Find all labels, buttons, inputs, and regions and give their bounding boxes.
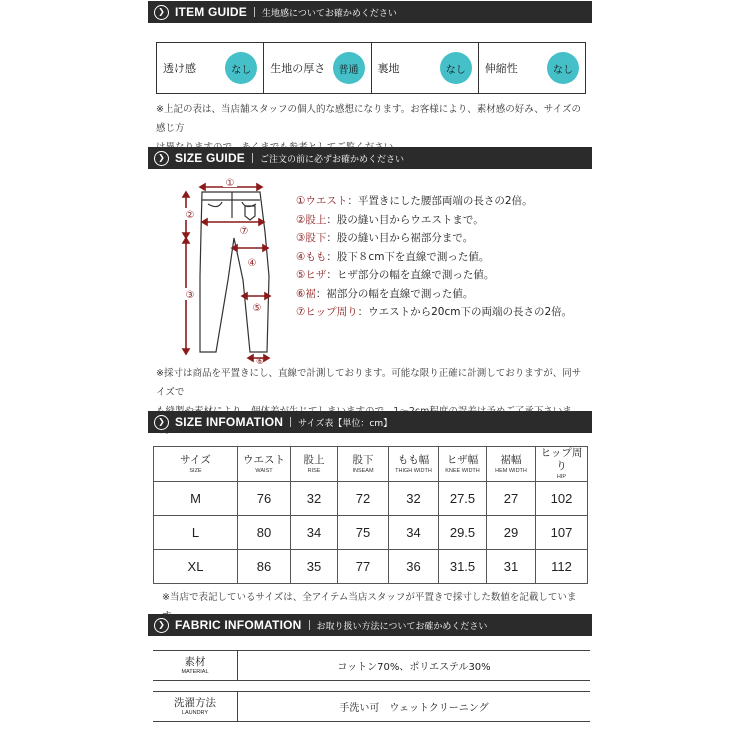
guide-badge: なし [440, 52, 472, 84]
mark-hip: ⑦ [239, 226, 249, 237]
divider [290, 417, 291, 427]
guide-item-inseam [296, 229, 572, 248]
item-desc: ：平置きにした腰部両端の長さの2倍。 [347, 195, 533, 207]
section-subtitle: お取り扱い方法についてお確かめください [316, 621, 488, 632]
item-number: ③ [296, 232, 306, 244]
pants-diagram [170, 176, 280, 364]
fabric-value: 手洗い可 ウェットクリーニング [339, 703, 489, 714]
guide-badge: なし [225, 52, 257, 84]
section-subtitle: サイズ表【単位：cm】 [298, 418, 393, 429]
guide-item-hip [296, 303, 572, 322]
guide-label: 透け感 [163, 62, 196, 75]
size-info-header [148, 411, 592, 433]
guide-label: 裏地 [377, 62, 400, 75]
table-cell: M [154, 482, 238, 516]
size-guide-header [148, 147, 592, 169]
table-row [154, 516, 588, 550]
section-title: SIZE INFOMATION [175, 415, 284, 429]
mark-thigh: ④ [247, 258, 257, 269]
table-cell: 34 [389, 516, 439, 550]
table-cell: 35 [291, 550, 338, 584]
item-number: ⑦ [296, 306, 306, 318]
item-number: ② [296, 213, 306, 226]
item-guide-header [148, 1, 592, 23]
table-header-row [154, 447, 588, 482]
table-cell: 34 [291, 516, 338, 550]
item-number: ⑤ [296, 269, 306, 281]
table-cell: 31 [487, 550, 536, 584]
table-cell: 27.5 [439, 482, 487, 516]
divider [252, 153, 253, 163]
guide-cell-transparency [157, 43, 264, 93]
item-number: ⑥ [296, 287, 306, 300]
note-line: ※当店で表記しているサイズは、全アイテム当店スタッフが平置きで採寸した数値を記載していま [162, 592, 577, 603]
table-cell: 72 [338, 482, 389, 516]
note-line: ※採寸は商品を平置きにし、直線で計測しております。可能な限り正確に計測しておりますが、同サイズで [156, 368, 582, 398]
table-cell: 29 [487, 516, 536, 550]
table-cell: 76 [238, 482, 291, 516]
mark-rise: ② [185, 210, 195, 221]
table-cell: XL [154, 550, 238, 584]
item-number: ① [296, 195, 306, 207]
fabric-row-material [153, 650, 590, 681]
fabric-row-laundry [153, 691, 590, 722]
guide-badge: なし [547, 52, 579, 84]
item-guide-table [156, 42, 586, 94]
fabric-key-en: LAUNDRY [181, 709, 209, 716]
item-key: もも [305, 250, 327, 263]
item-desc: ：股の縫い目から裾部分まで。 [326, 232, 474, 244]
fabric-info-header [148, 614, 592, 636]
table-cell: 112 [536, 550, 588, 584]
item-key: ヒップ周り [305, 306, 358, 318]
fabric-value: コットン70%、ポリエステル30% [337, 662, 491, 673]
section-title: SIZE GUIDE [175, 151, 246, 165]
guide-cell-thickness [264, 43, 371, 93]
pants-outline [200, 192, 269, 352]
chevron-right-icon: ❯ [154, 415, 169, 430]
fabric-key-en: MATERIAL [181, 668, 209, 675]
col-header-knee: ヒザ幅 KNEE WIDTH [439, 447, 487, 482]
col-header-hem: 裾幅 HEM WIDTH [487, 447, 536, 482]
table-cell: 29.5 [439, 516, 487, 550]
item-key: 裾 [305, 287, 316, 300]
table-cell: 77 [338, 550, 389, 584]
item-key: 股上 [305, 213, 327, 226]
table-cell: 31.5 [439, 550, 487, 584]
table-cell: 32 [291, 482, 338, 516]
guide-badge: 普通 [333, 52, 365, 84]
col-header-hip: ヒップ周り HIP [536, 447, 588, 482]
mark-inseam: ③ [185, 290, 195, 301]
fabric-key [153, 651, 238, 680]
section-title: FABRIC INFOMATION [175, 618, 302, 632]
fabric-key-jp: 素材 [184, 655, 206, 668]
section-title: ITEM GUIDE [175, 5, 248, 19]
table-cell: 107 [536, 516, 588, 550]
guide-label: 伸縮性 [484, 62, 518, 75]
guide-item-waist [296, 192, 572, 211]
col-header-thigh: もも幅 THIGH WIDTH [389, 447, 439, 482]
guide-label: 生地の厚さ [270, 62, 326, 75]
item-desc: ：ウエストから20cm下の両端の長さの2倍。 [357, 306, 573, 318]
guide-item-thigh [296, 248, 572, 267]
mark-knee: ⑤ [252, 303, 262, 314]
guide-item-rise [296, 211, 572, 230]
table-row [154, 550, 588, 584]
mark-hem: ⑥ [255, 357, 265, 364]
item-desc: ：股の縫い目からウエストまで。 [326, 213, 484, 226]
col-header-waist: ウエスト WAIST [238, 447, 291, 482]
table-cell: L [154, 516, 238, 550]
table-cell: 36 [389, 550, 439, 584]
table-cell: 80 [238, 516, 291, 550]
item-key: ヒザ [305, 269, 327, 281]
guide-cell-stretch [479, 43, 585, 93]
fabric-key [153, 692, 238, 721]
fabric-key-jp: 洗濯方法 [174, 696, 216, 709]
divider [254, 7, 255, 17]
guide-cell-lining [372, 43, 479, 93]
col-header-inseam: 股下 INSEAM [338, 447, 389, 482]
col-header-rise: 股上 RISE [291, 447, 338, 482]
mark-waist: ① [225, 178, 235, 189]
chevron-right-icon: ❯ [154, 5, 169, 20]
table-cell: 102 [536, 482, 588, 516]
item-number: ④ [296, 250, 306, 263]
note-line: ※上記の表は、当店舗スタッフの個人的な感想になります。お客様により、素材感の好み、サイズの感じ方 [156, 104, 582, 134]
guide-item-knee [296, 266, 572, 285]
section-subtitle: ご注文の前に必ずお確かめください [260, 154, 405, 165]
table-cell: 86 [238, 550, 291, 584]
item-desc: ：ヒザ部分の幅を直線で測った値。 [326, 269, 495, 281]
table-cell: 32 [389, 482, 439, 516]
item-desc: ：裾部分の幅を直線で測った値。 [315, 287, 474, 300]
size-guide-list [296, 192, 572, 322]
chevron-right-icon: ❯ [154, 618, 169, 633]
item-key: ウエスト [305, 195, 348, 207]
divider [309, 620, 310, 630]
guide-item-hem [296, 285, 572, 304]
section-subtitle: 生地感についてお確かめください [262, 8, 397, 19]
measure-labels [182, 176, 264, 364]
table-cell: 75 [338, 516, 389, 550]
col-header-size: サイズ SIZE [154, 447, 238, 482]
table-cell: 27 [487, 482, 536, 516]
item-desc: ：股下８cm下を直線で測った値。 [326, 250, 490, 263]
item-key: 股下 [305, 232, 327, 244]
table-row [154, 482, 588, 516]
chevron-right-icon: ❯ [154, 151, 169, 166]
size-table [153, 446, 588, 584]
